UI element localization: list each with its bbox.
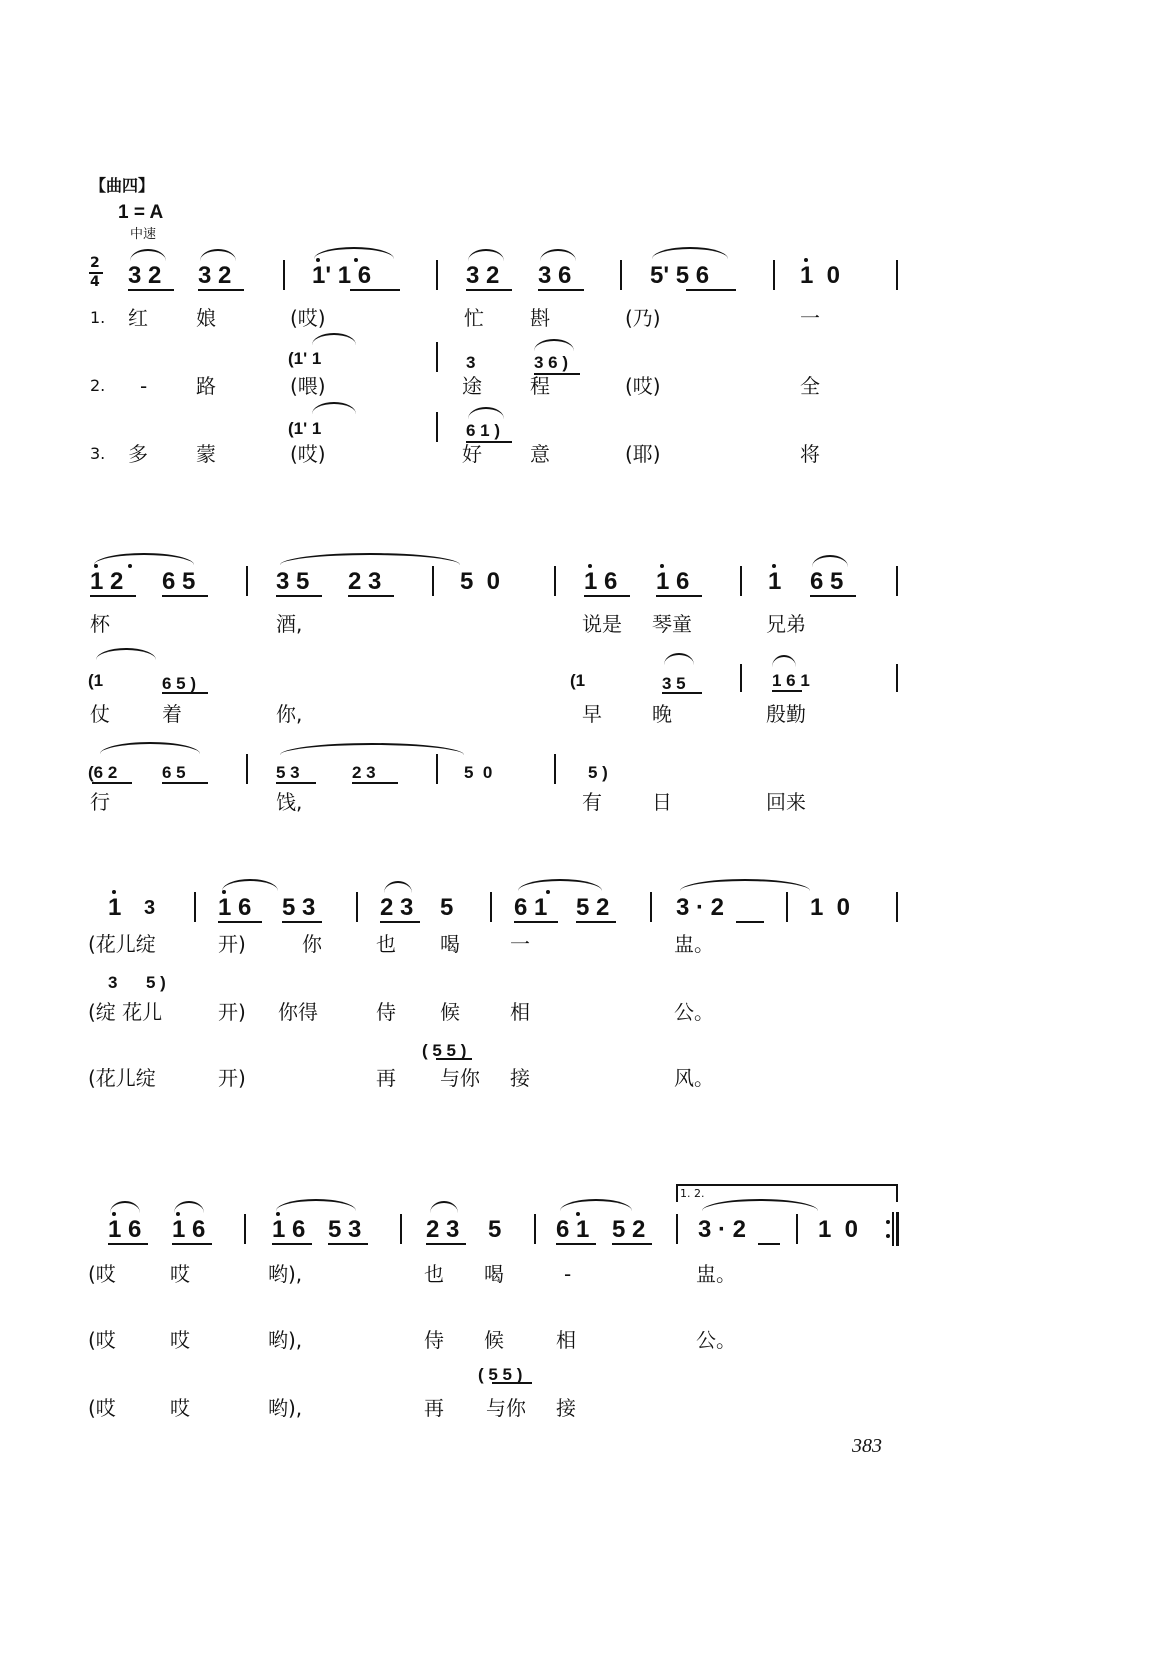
lyric: 饯, bbox=[276, 790, 303, 814]
beam-underline bbox=[108, 1243, 148, 1245]
note-group: 1 0 bbox=[800, 262, 841, 289]
verse-number: 3. bbox=[90, 444, 106, 463]
lyric: (花儿绽 bbox=[88, 1066, 156, 1090]
lyric: 日 bbox=[652, 790, 672, 814]
beam-underline bbox=[172, 1243, 212, 1245]
beam-underline bbox=[162, 692, 208, 694]
note-group: 5 3 bbox=[282, 894, 316, 921]
beam-underline bbox=[272, 1243, 312, 1245]
note-group: 1 2 bbox=[90, 568, 124, 595]
note-group: 5 0 bbox=[460, 568, 501, 595]
lyric: 全 bbox=[800, 374, 820, 398]
bar-line bbox=[436, 754, 438, 784]
lyric: 与你 bbox=[440, 1066, 480, 1090]
alt-note-group: 5 0 bbox=[464, 763, 493, 782]
beam-underline bbox=[758, 1243, 780, 1245]
lyric: 开) bbox=[218, 932, 246, 956]
lyric: 好 bbox=[462, 442, 482, 466]
lyric: 哎 bbox=[170, 1328, 190, 1352]
beam-underline bbox=[350, 289, 400, 291]
lyric: 哎 bbox=[170, 1262, 190, 1286]
slur-mark bbox=[276, 1199, 356, 1211]
slur-mark bbox=[280, 553, 460, 565]
slur-mark bbox=[430, 1201, 458, 1213]
lyric: (乃) bbox=[625, 306, 661, 330]
lyric: - bbox=[140, 374, 148, 398]
beam-underline bbox=[810, 595, 856, 597]
slur-mark bbox=[96, 648, 156, 660]
verse-number: 2. bbox=[90, 376, 106, 395]
lyric: 途 bbox=[462, 374, 482, 398]
note-group: 6 5 bbox=[810, 568, 844, 595]
lyric: 喝 bbox=[484, 1262, 504, 1286]
beam-underline bbox=[584, 595, 630, 597]
lyric: 程 bbox=[530, 374, 550, 398]
bar-line bbox=[283, 260, 285, 290]
lyric: 娘 bbox=[196, 306, 216, 330]
slur-mark bbox=[312, 333, 356, 345]
lyric: 也 bbox=[424, 1262, 444, 1286]
lyric: 开) bbox=[218, 1000, 246, 1024]
lyric: 你, bbox=[276, 702, 303, 726]
alt-note-group: 5 3 bbox=[276, 763, 300, 782]
slur-mark bbox=[200, 249, 236, 261]
lyric: (哎) bbox=[625, 374, 661, 398]
lyric: 兄弟 bbox=[766, 612, 806, 636]
lyric: 酒, bbox=[276, 612, 303, 636]
octave-dot bbox=[276, 1212, 280, 1216]
lyric: 着 bbox=[162, 702, 182, 726]
bar-line bbox=[194, 892, 196, 922]
slur-mark bbox=[222, 879, 278, 891]
beam-underline bbox=[538, 289, 584, 291]
slur-mark bbox=[540, 249, 576, 261]
note-group: 1 6 bbox=[584, 568, 618, 595]
lyric: 侍 bbox=[424, 1328, 444, 1352]
octave-dot bbox=[660, 564, 664, 568]
alt-note-group: (1 bbox=[88, 671, 104, 690]
note-group: 2 3 bbox=[380, 894, 414, 921]
alt-note-group: 6 1 ) bbox=[466, 421, 501, 440]
beam-underline bbox=[128, 289, 174, 291]
note-group: 3 bbox=[144, 897, 156, 919]
beam-underline bbox=[162, 782, 208, 784]
repeat-bar-thick bbox=[896, 1212, 899, 1246]
note-group: 3 2 bbox=[128, 262, 162, 289]
octave-dot bbox=[546, 890, 550, 894]
note-group: 1 6 bbox=[272, 1216, 306, 1243]
lyric: 候 bbox=[440, 1000, 460, 1024]
note-group: 1 0 bbox=[818, 1216, 859, 1243]
octave-dot bbox=[354, 258, 358, 262]
lyric: 回来 bbox=[766, 790, 806, 814]
tempo-marking: 中速 bbox=[130, 227, 157, 242]
lyric: 忙 bbox=[464, 306, 484, 330]
slur-mark bbox=[312, 402, 356, 414]
volta-label: 1. 2. bbox=[680, 1187, 705, 1200]
lyric: 多 bbox=[128, 442, 148, 466]
lyric: (哎 bbox=[88, 1328, 116, 1352]
lyric: 哟), bbox=[268, 1396, 303, 1420]
alt-note-group: 3 bbox=[108, 973, 118, 992]
repeat-bar-thin bbox=[892, 1212, 894, 1246]
slur-mark bbox=[560, 1199, 632, 1211]
lyric: 再 bbox=[424, 1396, 444, 1420]
beam-underline bbox=[276, 782, 316, 784]
bar-line bbox=[896, 664, 898, 692]
alt-note-group: 3 bbox=[466, 353, 476, 372]
slur-mark bbox=[94, 553, 194, 565]
alt-note-group: ( 5 5 ) bbox=[478, 1365, 523, 1384]
lyric: 侍 bbox=[376, 1000, 396, 1024]
note-group: 1 6 bbox=[218, 894, 252, 921]
note-group: 1 6 bbox=[108, 1216, 142, 1243]
beam-underline bbox=[198, 289, 244, 291]
section-title: 【曲四】 bbox=[90, 176, 155, 195]
slur-mark bbox=[812, 555, 848, 567]
lyric: 行 bbox=[90, 790, 110, 814]
note-group: 5' 5 6 bbox=[650, 262, 710, 289]
bar-line bbox=[773, 260, 775, 290]
alt-note-group: 6 5 ) bbox=[162, 674, 197, 693]
lyric: 晚 bbox=[652, 702, 672, 726]
lyric: 有 bbox=[582, 790, 602, 814]
lyric: 接 bbox=[556, 1396, 576, 1420]
bar-line bbox=[436, 260, 438, 290]
octave-dot bbox=[176, 1212, 180, 1216]
bar-line bbox=[796, 1214, 798, 1244]
beam-underline bbox=[276, 595, 322, 597]
lyric: 相 bbox=[556, 1328, 576, 1352]
lyric: 喝 bbox=[440, 932, 460, 956]
note-group: 1 bbox=[768, 568, 782, 595]
lyric: (哎 bbox=[88, 1262, 116, 1286]
alt-note-group: 3 5 bbox=[662, 674, 686, 693]
bar-line bbox=[432, 566, 434, 596]
lyric: 意 bbox=[530, 442, 550, 466]
slur-mark bbox=[772, 655, 796, 667]
bar-line bbox=[786, 892, 788, 922]
note-group: 1 bbox=[108, 894, 122, 921]
note-group: 1 0 bbox=[810, 894, 851, 921]
lyric: 一 bbox=[510, 932, 530, 956]
beam-underline bbox=[426, 1243, 466, 1245]
lyric: 红 bbox=[128, 306, 148, 330]
note-group: 5 bbox=[440, 894, 454, 921]
volta-bracket bbox=[676, 1184, 898, 1202]
time-signature-top: 2 bbox=[90, 255, 100, 271]
slur-mark bbox=[518, 879, 602, 891]
beam-underline bbox=[556, 1243, 596, 1245]
alt-note-group: (6 2 bbox=[88, 763, 118, 782]
lyric: (哎) bbox=[290, 442, 326, 466]
octave-dot bbox=[112, 1212, 116, 1216]
bar-line bbox=[650, 892, 652, 922]
bar-line bbox=[400, 1214, 402, 1244]
alt-note-group: 6 5 bbox=[162, 763, 186, 782]
time-signature-bottom: 4 bbox=[90, 274, 100, 290]
lyric: 你得 bbox=[278, 1000, 318, 1024]
lyric: 殷勤 bbox=[766, 702, 806, 726]
slur-mark bbox=[664, 653, 694, 665]
bar-line bbox=[246, 754, 248, 784]
repeat-dot bbox=[886, 1234, 890, 1238]
lyric: 说是 bbox=[582, 612, 622, 636]
lyric: 哟), bbox=[268, 1328, 303, 1352]
lyric: 再 bbox=[376, 1066, 396, 1090]
lyric: 早 bbox=[582, 702, 602, 726]
bar-line bbox=[676, 1214, 678, 1244]
note-group: 2 3 bbox=[426, 1216, 460, 1243]
lyric: 公。 bbox=[674, 1000, 714, 1024]
slur-mark bbox=[468, 249, 504, 261]
note-group: 3 5 bbox=[276, 568, 310, 595]
note-group: 5 3 bbox=[328, 1216, 362, 1243]
note-group: 6 5 bbox=[162, 568, 196, 595]
lyric: 斟 bbox=[530, 306, 550, 330]
beam-underline bbox=[328, 1243, 368, 1245]
repeat-dot bbox=[886, 1220, 890, 1224]
slur-mark bbox=[314, 247, 394, 259]
lyric: 蒙 bbox=[196, 442, 216, 466]
beam-underline bbox=[736, 921, 764, 923]
lyric: 盅。 bbox=[674, 932, 714, 956]
bar-line bbox=[740, 664, 742, 692]
alt-note-group: 1 6 1 bbox=[772, 671, 810, 690]
bar-line bbox=[896, 892, 898, 922]
octave-dot bbox=[576, 1212, 580, 1216]
lyric: 相 bbox=[510, 1000, 530, 1024]
lyric: 接 bbox=[510, 1066, 530, 1090]
page-number: 383 bbox=[852, 1435, 882, 1457]
lyric: 你 bbox=[302, 932, 322, 956]
slur-mark bbox=[468, 407, 504, 419]
beam-underline bbox=[436, 1058, 472, 1060]
note-group: 2 3 bbox=[348, 568, 382, 595]
beam-underline bbox=[90, 595, 136, 597]
lyric: 一 bbox=[800, 306, 820, 330]
verse-number: 1. bbox=[90, 308, 106, 327]
bar-line bbox=[554, 566, 556, 596]
bar-line bbox=[246, 566, 248, 596]
lyric: 哟), bbox=[268, 1262, 303, 1286]
alt-note-group: (1 bbox=[570, 671, 586, 690]
bar-line bbox=[896, 566, 898, 596]
bar-line bbox=[244, 1214, 246, 1244]
lyric: 路 bbox=[196, 374, 216, 398]
lyric: (花儿绽 bbox=[88, 932, 156, 956]
beam-underline bbox=[352, 782, 398, 784]
bar-line bbox=[554, 754, 556, 784]
alt-note-group: 2 3 bbox=[352, 763, 376, 782]
alt-note-group: 3 6 ) bbox=[534, 353, 569, 372]
beam-underline bbox=[656, 595, 702, 597]
octave-dot bbox=[94, 564, 98, 568]
note-group: 3 6 bbox=[538, 262, 572, 289]
note-group: 1 6 bbox=[656, 568, 690, 595]
bar-line bbox=[896, 260, 898, 290]
note-group: 5 2 bbox=[612, 1216, 646, 1243]
beam-underline bbox=[348, 595, 394, 597]
lyric: (哎 bbox=[88, 1396, 116, 1420]
bar-line bbox=[534, 1214, 536, 1244]
lyric: 将 bbox=[800, 442, 820, 466]
bar-line bbox=[490, 892, 492, 922]
lyric: 与你 bbox=[486, 1396, 526, 1420]
octave-dot bbox=[112, 890, 116, 894]
note-group: 6 1 bbox=[514, 894, 548, 921]
alt-note-group: 5 ) bbox=[588, 763, 608, 782]
octave-dot bbox=[588, 564, 592, 568]
beam-underline bbox=[92, 782, 132, 784]
octave-dot bbox=[772, 564, 776, 568]
lyric: 仗 bbox=[90, 702, 110, 726]
lyric: (耶) bbox=[625, 442, 661, 466]
lyric: (喂) bbox=[290, 374, 326, 398]
beam-underline bbox=[576, 921, 616, 923]
lyric: 哎 bbox=[170, 1396, 190, 1420]
slur-mark bbox=[384, 881, 412, 893]
beam-underline bbox=[218, 921, 262, 923]
note-group: 6 1 bbox=[556, 1216, 590, 1243]
note-group: 1' 1 6 bbox=[312, 262, 372, 289]
bar-line bbox=[356, 892, 358, 922]
beam-underline bbox=[662, 692, 702, 694]
slur-mark bbox=[130, 249, 166, 261]
slur-mark bbox=[652, 247, 728, 259]
beam-underline bbox=[466, 289, 512, 291]
octave-dot bbox=[128, 564, 132, 568]
slur-mark bbox=[680, 879, 810, 891]
beam-underline bbox=[492, 1382, 532, 1384]
lyric: 杯 bbox=[90, 612, 110, 636]
lyric: 公。 bbox=[696, 1328, 736, 1352]
lyric: (绽 花儿 bbox=[88, 1000, 163, 1024]
slur-mark bbox=[100, 742, 200, 754]
bar-line bbox=[436, 412, 438, 442]
beam-underline bbox=[686, 289, 736, 291]
note-group: 3 · 2 bbox=[676, 894, 725, 921]
alt-note-group: 5 ) bbox=[146, 973, 166, 992]
note-group: 3 · 2 bbox=[698, 1216, 747, 1243]
beam-underline bbox=[612, 1243, 652, 1245]
lyric: 风。 bbox=[674, 1066, 714, 1090]
beam-underline bbox=[772, 690, 802, 692]
lyric: (哎) bbox=[290, 306, 326, 330]
note-group: 5 bbox=[488, 1216, 502, 1243]
note-group: 5 2 bbox=[576, 894, 610, 921]
note-group: 3 2 bbox=[198, 262, 232, 289]
key-signature: 1 = A bbox=[118, 202, 164, 223]
alt-note-group: (1' 1 bbox=[288, 349, 322, 368]
note-group: 3 2 bbox=[466, 262, 500, 289]
octave-dot bbox=[222, 890, 226, 894]
beam-underline bbox=[514, 921, 558, 923]
lyric: 候 bbox=[484, 1328, 504, 1352]
octave-dot bbox=[804, 258, 808, 262]
beam-underline bbox=[282, 921, 322, 923]
lyric: 开) bbox=[218, 1066, 246, 1090]
alt-note-group: ( 5 5 ) bbox=[422, 1041, 467, 1060]
lyric: 也 bbox=[376, 932, 396, 956]
lyric: - bbox=[564, 1262, 572, 1286]
octave-dot bbox=[316, 258, 320, 262]
beam-underline bbox=[162, 595, 208, 597]
bar-line bbox=[620, 260, 622, 290]
beam-underline bbox=[380, 921, 420, 923]
lyric: 琴童 bbox=[652, 612, 692, 636]
bar-line bbox=[436, 342, 438, 372]
slur-mark bbox=[534, 339, 574, 351]
alt-note-group: (1' 1 bbox=[288, 419, 322, 438]
bar-line bbox=[740, 566, 742, 596]
note-group: 1 6 bbox=[172, 1216, 206, 1243]
lyric: 盅。 bbox=[696, 1262, 736, 1286]
